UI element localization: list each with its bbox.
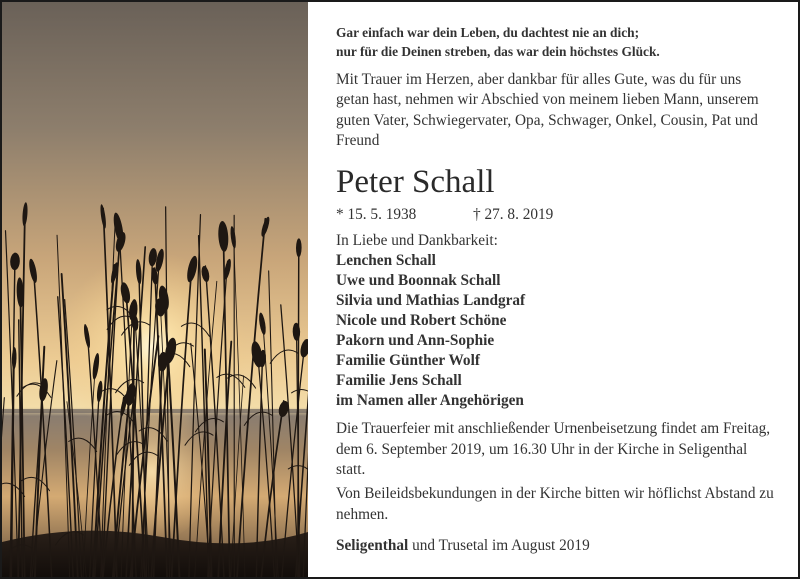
- poem: [336, 24, 776, 61]
- mourner-name: Nicole und Robert Schöne: [336, 312, 507, 330]
- poem-line: nur für die Deinen streben, das war dein höchstes Glück.: [336, 43, 660, 59]
- sunset-reeds-image: [2, 2, 308, 577]
- mourner-name: Uwe und Boonnak Schall: [336, 272, 501, 290]
- deceased-name: Peter Schall: [336, 164, 495, 201]
- mourner-name: Pakorn und Ann-Sophie: [336, 332, 495, 350]
- condolence-note: Von Beileidsbekundungen in der Kirche bitten wir höflichst Abstand zu nehmen.: [336, 485, 774, 523]
- poem-line: Gar einfach war dein Leben, du dachtest nie an dich;: [336, 25, 640, 40]
- mourners-intro: In Liebe und Dankbarkeit:: [336, 232, 498, 250]
- mourner-name: Lenchen Schall: [336, 252, 436, 270]
- mourners-block: [336, 231, 776, 411]
- notice-text: [336, 24, 776, 556]
- mourner-name: Familie Günther Wolf: [336, 352, 480, 370]
- intro-paragraph: Mit Trauer im Herzen, aber dankbar für alles Gute, was du für uns getan hast, nehmen wir Abschied von meinem lieben Mann, unserem guten Vater, Schwiegervater, Opa, Schwager, Onkel, Cousin, Pat und Freund: [336, 71, 759, 149]
- closing-place: Seligenthal: [336, 536, 409, 554]
- closing-line: [336, 536, 776, 556]
- birth-date: * 15. 5. 1938: [336, 206, 417, 224]
- ceremony-info: Die Trauerfeier mit anschließender Urnenbeisetzung findet am Freitag, dem 6. September 2019, um 16.30 Uhr in der Kirche in Seligenthal statt.: [336, 420, 771, 479]
- life-dates: [336, 205, 776, 229]
- mourner-name: Silvia und Mathias Landgraf: [336, 292, 526, 310]
- closing-rest: und Trusetal im August 2019: [412, 536, 590, 554]
- death-date: † 27. 8. 2019: [473, 206, 554, 224]
- mourner-name: Familie Jens Schall: [336, 372, 462, 390]
- sunset-reeds-photo: [2, 2, 308, 577]
- mourner-list: [336, 251, 776, 411]
- mourner-name: im Namen aller Angehörigen: [336, 392, 524, 410]
